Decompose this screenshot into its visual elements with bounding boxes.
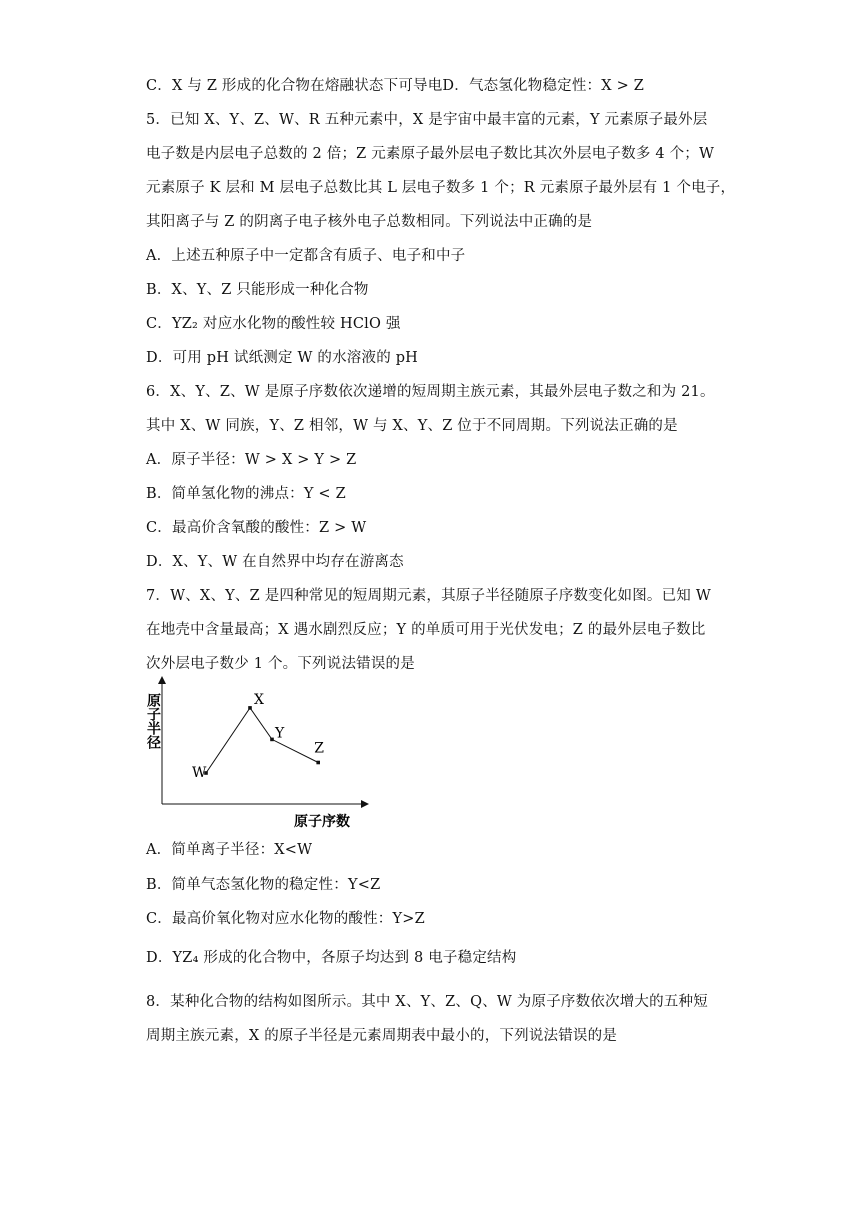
q7-stem-line-2: 在地壳中含量最高；X 遇水剧烈反应；Y 的单质可用于光伏发电；Z 的最外层电子数比 xyxy=(146,622,706,638)
radius-series-line xyxy=(206,708,318,773)
point-x xyxy=(248,706,252,710)
q5-option-a: A．上述五种原子中一定都含有质子、电子和中子 xyxy=(146,248,466,264)
q5-stem-line-4: 其阳离子与 Z 的阴离子电子核外电子总数相同。下列说法中正确的是 xyxy=(146,214,593,230)
atomic-radius-figure xyxy=(140,676,370,836)
q5-stem-line-2: 电子数是内层电子总数的 2 倍；Z 元素原子最外层电子数比其次外层电子数多 4 个；W xyxy=(146,146,715,162)
q5-stem-line-1: 5．已知 X、Y、Z、W、R 五种元素中，X 是宇宙中最丰富的元素，Y 元素原子最外层 xyxy=(146,112,708,128)
q7-stem-line-1: 7．W、X、Y、Z 是四种常见的短周期元素，其原子半径随原子序数变化如图。已知 W xyxy=(146,588,711,604)
data-points xyxy=(192,692,324,781)
q8-stem-line-2: 周期主族元素，X 的原子半径是元素周期表中最小的，下列说法错误的是 xyxy=(146,1028,618,1044)
q5-option-d: D．可用 pH 试纸测定 W 的水溶液的 pH xyxy=(146,350,419,366)
q7-option-c: C．最高价氧化物对应水化物的酸性：Y>Z xyxy=(146,911,425,927)
point-z xyxy=(316,761,320,765)
q7-option-b: B．简单气态氢化物的稳定性：Y<Z xyxy=(146,877,381,893)
q7-stem-line-3: 次外层电子数少 1 个。下列说法错误的是 xyxy=(146,656,415,672)
point-label-w: W xyxy=(192,765,207,781)
q5-option-c: C．YZ₂ 对应水化物的酸性较 HClO 强 xyxy=(146,316,401,332)
q6-option-b: B．简单氢化物的沸点：Y < Z xyxy=(146,486,346,502)
q4-option-cd: C．X 与 Z 形成的化合物在熔融状态下可导电D．气态氢化物稳定性：X > Z xyxy=(146,78,645,94)
q6-option-c: C．最高价含氧酸的酸性：Z > W xyxy=(146,520,367,536)
point-y xyxy=(270,738,274,742)
q6-stem-line-1: 6．X、Y、Z、W 是原子序数依次递增的短周期主族元素，其最外层电子数之和为 21。 xyxy=(146,384,715,400)
point-label-z: Z xyxy=(314,740,324,757)
q6-option-d: D．X、Y、W 在自然界中均存在游离态 xyxy=(146,554,404,570)
point-label-x: X xyxy=(254,691,264,708)
q6-option-a: A．原子半径：W > X > Y > Z xyxy=(146,452,357,468)
q8-stem-line-1: 8．某种化合物的结构如图所示。其中 X、Y、Z、Q、W 为原子序数依次增大的五种短 xyxy=(146,994,708,1010)
x-axis-label: 原子序数 xyxy=(294,814,350,830)
q7-option-a: A．简单离子半径：X<W xyxy=(146,842,313,858)
q5-stem-line-3: 元素原子 K 层和 M 层电子总数比其 L 层电子数多 1 个；R 元素原子最外层有 1 个电子， xyxy=(146,180,736,196)
q6-stem-line-2: 其中 X、W 同族，Y、Z 相邻，W 与 X、Y、Z 位于不同周期。下列说法正确的是 xyxy=(146,418,678,434)
y-axis-label: 原子半径 xyxy=(145,693,161,749)
q7-option-d: D．YZ₄ 形成的化合物中，各原子均达到 8 电子稳定结构 xyxy=(146,950,517,966)
point-label-y: Y xyxy=(275,725,285,742)
q5-option-b: B．X、Y、Z 只能形成一种化合物 xyxy=(146,282,369,298)
